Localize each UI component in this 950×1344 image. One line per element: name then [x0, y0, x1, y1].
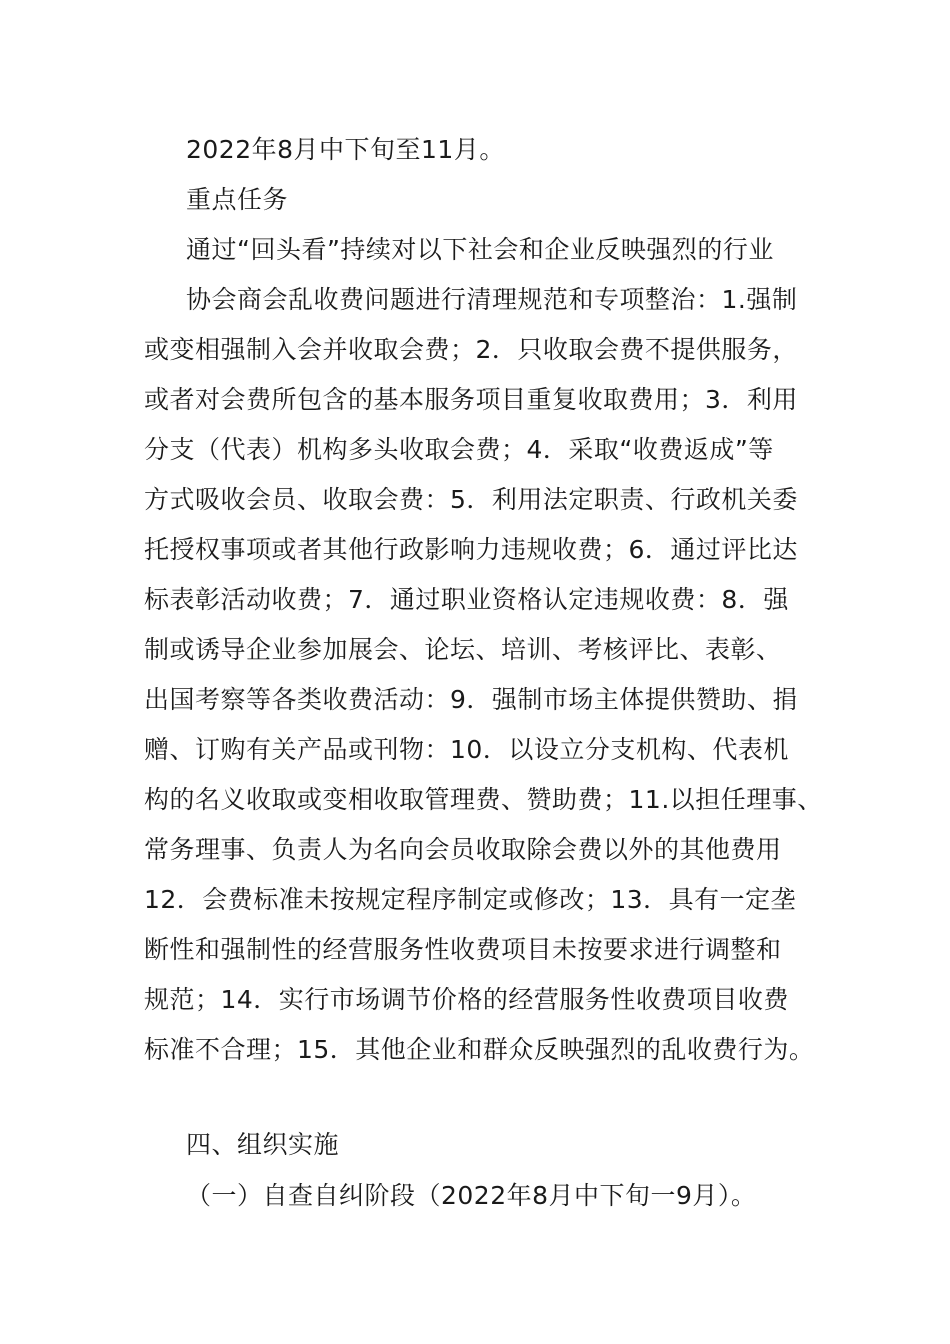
tasks-heading: 重点任务: [186, 185, 289, 214]
body-line: 12．会费标准未按规定程序制定或修改；13．具有一定垄: [144, 885, 797, 914]
body-line: 方式吸收会员、收取会费：5．利用法定职责、行政机关委: [144, 485, 798, 514]
period-line: 2022年8月中下旬至11月。: [186, 135, 505, 164]
section-heading: 四、组织实施: [186, 1130, 340, 1159]
body-line: 通过“回头看”持续对以下社会和企业反映强烈的行业: [186, 235, 774, 264]
body-line: 或变相强制入会并收取会费；2．只收取会费不提供服务，: [144, 335, 798, 364]
body-line: 常务理事、负责人为名向会员收取除会费以外的其他费用: [144, 835, 782, 864]
body-line: 赠、订购有关产品或刊物：10．以设立分支机构、代表机: [144, 735, 789, 764]
body-line: 协会商会乱收费问题进行清理规范和专项整治：1.强制: [186, 285, 798, 314]
body-line: 分支（代表）机构多头收取会费；4．采取“收费返成”等: [144, 435, 774, 464]
body-line: 或者对会费所包含的基本服务项目重复收取费用；3．利用: [144, 385, 798, 414]
body-line: 构的名义收取或变相收取管理费、赞助费；11.以担任理事、: [144, 785, 823, 814]
body-line: 出国考察等各类收费活动：9．强制市场主体提供赞助、捐: [144, 685, 798, 714]
body-line: 制或诱导企业参加展会、论坛、培训、考核评比、表彰、: [144, 635, 782, 664]
subsection-heading: （一）自查自纠阶段（2022年8月中下旬一9月）。: [186, 1181, 757, 1210]
body-line: 断性和强制性的经营服务性收费项目未按要求进行调整和: [144, 935, 782, 964]
body-line: 规范；14．实行市场调节价格的经营服务性收费项目收费: [144, 985, 789, 1014]
body-line: 标表彰活动收费；7．通过职业资格认定违规收费：8．强: [144, 585, 789, 614]
body-line: 托授权事项或者其他行政影响力违规收费；6．通过评比达: [144, 535, 798, 564]
body-line: 标准不合理；15．其他企业和群众反映强烈的乱收费行为。: [144, 1035, 815, 1064]
